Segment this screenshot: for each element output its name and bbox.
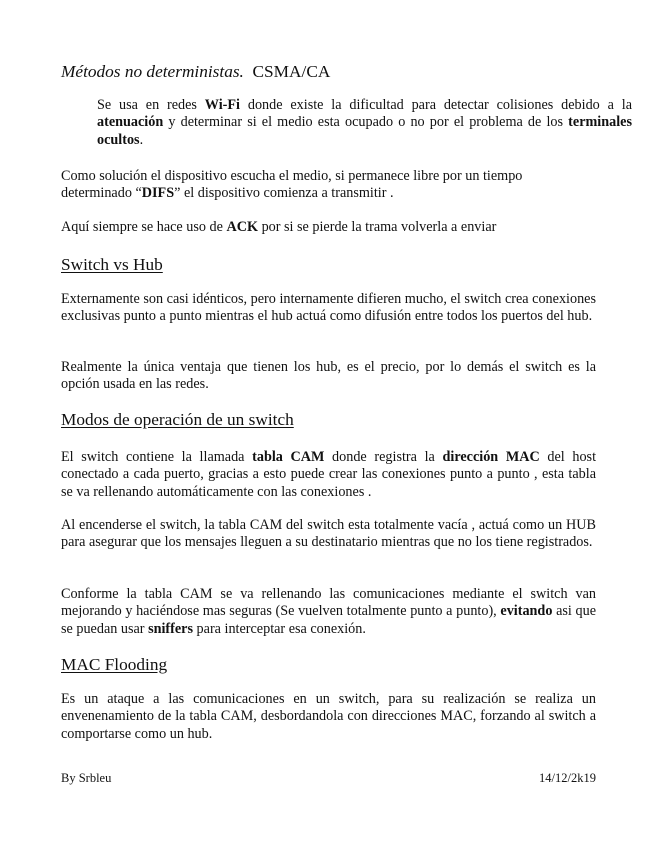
heading-mac-flooding: MAC Flooding <box>61 655 168 674</box>
bold-terminales-ocultos: terminales ocultos <box>97 114 632 148</box>
bold-atenuacion: atenuación <box>97 114 164 131</box>
heading-switch-vs-hub: Switch vs Hub <box>61 255 163 274</box>
text: Se usa en redes <box>97 97 205 113</box>
text: . <box>139 131 144 148</box>
heading-modos-operacion: Modos de operación de un switch <box>61 410 294 429</box>
bold-sniffers: sniffers <box>148 620 193 637</box>
footer-author: By Srbleu <box>61 771 112 785</box>
paragraph-hub-price: Realmente la única ventaja que tienen los hub, es el precio, por lo demás el switch es la opción usada en las redes. <box>61 359 596 393</box>
bold-difs: DIFS <box>141 185 175 202</box>
bold-ack: ACK <box>226 219 259 235</box>
bold-evitando: evitando <box>500 603 553 620</box>
paragraph-tabla-cam <box>61 449 596 501</box>
text: del host conectado a cada puerto, gracias a esto puede crear las conexiones punto a punto , esta tabla se va rellenando automáticamente con las conexiones . <box>61 449 597 500</box>
text: Como solución el dispositivo escucha el medio, si permanece libre por un tiempo determinado “ <box>61 168 523 202</box>
text: Conforme la tabla CAM se va rellenando las comunicaciones mediante el switch van mejorando y haciéndose mas seguras (Se vuelven totalmente punto a punto), <box>61 586 596 620</box>
bold-wifi: Wi-Fi <box>204 97 241 113</box>
text: asi que se puedan usar <box>61 603 596 637</box>
section-title-csma-ca <box>61 62 330 82</box>
text: por si se pierde la trama volverla a enviar <box>258 219 497 235</box>
text: para interceptar esa conexión. <box>193 620 366 637</box>
paragraph-switch-hub-diff: Externamente son casi idénticos, pero internamente difieren mucho, el switch crea conexiones exclusivas punto a punto mientras el hub actuá como difusión entre todos los puertos del hub. <box>61 291 596 325</box>
title-rest: CSMA/CA <box>252 62 331 81</box>
text: donde registra la <box>324 449 443 465</box>
text: El switch contiene la llamada <box>61 449 253 465</box>
bold-tabla-cam: tabla CAM <box>252 449 325 465</box>
paragraph-mac-flooding: Es un ataque a las comunicaciones en un switch, para su realización se realiza un envenenamiento de la tabla CAM, desbordandola con direcciones MAC, forzando al switch a comportarse como un hub. <box>61 691 596 742</box>
paragraph-conforme <box>61 586 596 638</box>
paragraph-encender-switch: Al encenderse el switch, la tabla CAM del switch esta totalmente vacía , actuá como un HUB para asegurar que los mensajes lleguen a su destinatario mientras que no los tiene registrados. <box>61 517 596 551</box>
text: y determinar si el medio esta ocupado o no por el problema de los <box>163 114 569 131</box>
text: donde existe la dificultad para detectar colisiones debido a la <box>240 97 632 113</box>
paragraph-ack <box>61 219 596 236</box>
paragraph-wifi <box>61 97 632 149</box>
title-italic: Métodos no deterministas. <box>61 62 244 81</box>
text: Aquí siempre se hace uso de <box>61 219 227 235</box>
bold-direccion-mac: dirección MAC <box>442 449 540 465</box>
paragraph-difs <box>61 168 561 203</box>
text: ” el dispositivo comienza a transmitir . <box>174 185 394 202</box>
footer-date: 14/12/2k19 <box>539 771 596 785</box>
